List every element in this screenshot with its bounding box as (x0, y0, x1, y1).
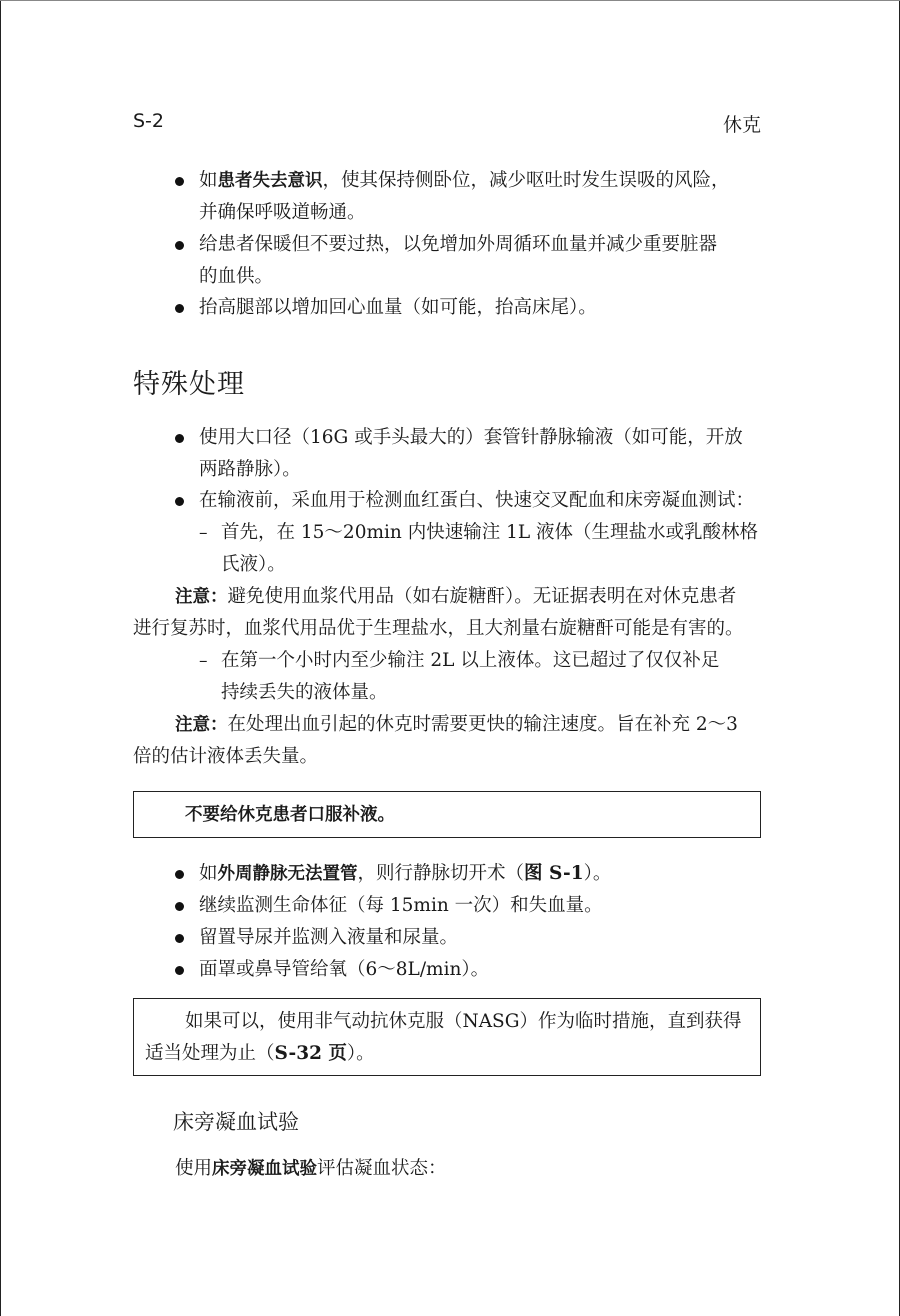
sub-item-1-line-1: 首先，在 15～20min 内快速输注 1L 液体（生理盐水或乳酸林格 (221, 522, 759, 543)
info-box-line-1: 如果可以，使用非气动抗休克服（NASG）作为临时措施，直到获得 (185, 1011, 742, 1032)
bullet-dot (175, 902, 184, 911)
bullet-dot (175, 241, 184, 250)
bold-term: 外周静脉无法置管 (217, 864, 358, 884)
figure-reference[interactable]: 图 S-1 (524, 863, 584, 884)
bullet-dot (175, 434, 184, 443)
sub-item-2-line-1: 在第一个小时内至少输注 2L 以上液体。这已超过了仅仅补足 (221, 650, 720, 671)
later-bullet-1: 如外周静脉无法置管，则行静脉切开术（图 S-1）。 (199, 863, 612, 884)
sub-item-2-line-2: 持续丢失的液体量。 (221, 682, 388, 703)
intro-bullet-1-line-1: 如患者失去意识，使其保持侧卧位，减少呕吐时发生误吸的风险， (199, 170, 730, 191)
later-bullet-3: 留置导尿并监测入液量和尿量。 (199, 927, 459, 948)
bullet-dot (175, 497, 184, 506)
warning-text: 不要给休克患者口服补液。 (185, 805, 395, 825)
note-label: 注意： (175, 587, 228, 607)
info-box-line-2: 适当处理为止（S-32 页）。 (145, 1043, 375, 1064)
later-bullet-2: 继续监测生命体征（每 15min 一次）和失血量。 (199, 895, 603, 916)
chapter-title: 休克 (722, 114, 761, 136)
page-reference[interactable]: S-32 页 (274, 1043, 347, 1064)
final-paragraph: 使用床旁凝血试验评估凝血状态： (175, 1158, 447, 1179)
page-left-edge (0, 0, 1, 1316)
treatment-bullet-2-line-1: 在输液前，采血用于检测血红蛋白、快速交叉配血和床旁凝血测试： (199, 490, 755, 511)
section-title: 特殊处理 (133, 369, 245, 400)
treatment-bullet-1-line-1: 使用大口径（16G 或手头最大的）套管针静脉输液（如可能，开放 (199, 427, 743, 448)
note-1-line-1: 注意：避免使用血浆代用品（如右旋糖酐）。无证据表明在对休克患者 (175, 586, 737, 607)
treatment-bullet-1-line-2: 两路静脉）。 (199, 459, 301, 480)
bold-term: 床旁凝血试验 (212, 1159, 318, 1179)
page-number: S-2 (133, 110, 165, 132)
intro-bullet-3-line-1: 抬高腿部以增加回心血量（如可能，抬高床尾）。 (199, 297, 597, 318)
dash-marker: – (199, 651, 208, 671)
dash-marker: – (199, 523, 208, 543)
bullet-dot (175, 177, 184, 186)
bullet-dot (175, 934, 184, 943)
running-head (133, 110, 761, 136)
note-label: 注意： (175, 715, 228, 735)
later-bullet-4: 面罩或鼻导管给氧（6～8L/min）。 (199, 959, 490, 980)
sub-item-1-line-2: 氏液）。 (221, 554, 286, 575)
bullet-dot (175, 870, 184, 879)
note-2-line-1: 注意：在处理出血引起的休克时需要更快的输注速度。旨在补充 2～3 (175, 714, 738, 735)
intro-bullet-1-line-2: 并确保呼吸道畅通。 (199, 202, 366, 223)
note-1-line-2: 进行复苏时，血浆代用品优于生理盐水，且大剂量右旋糖酐可能是有害的。 (133, 618, 744, 639)
page-top-edge (0, 0, 900, 1)
intro-bullet-2-line-2: 的血供。 (199, 266, 274, 287)
note-2-line-2: 倍的估计液体丢失量。 (133, 746, 319, 767)
bullet-dot (175, 966, 184, 975)
bold-term: 患者失去意识 (217, 171, 323, 191)
subsection-title: 床旁凝血试验 (173, 1110, 299, 1134)
intro-bullet-2-line-1: 给患者保暖但不要过热，以免增加外周循环血量并减少重要脏器 (199, 234, 718, 255)
bullet-dot (175, 304, 184, 313)
